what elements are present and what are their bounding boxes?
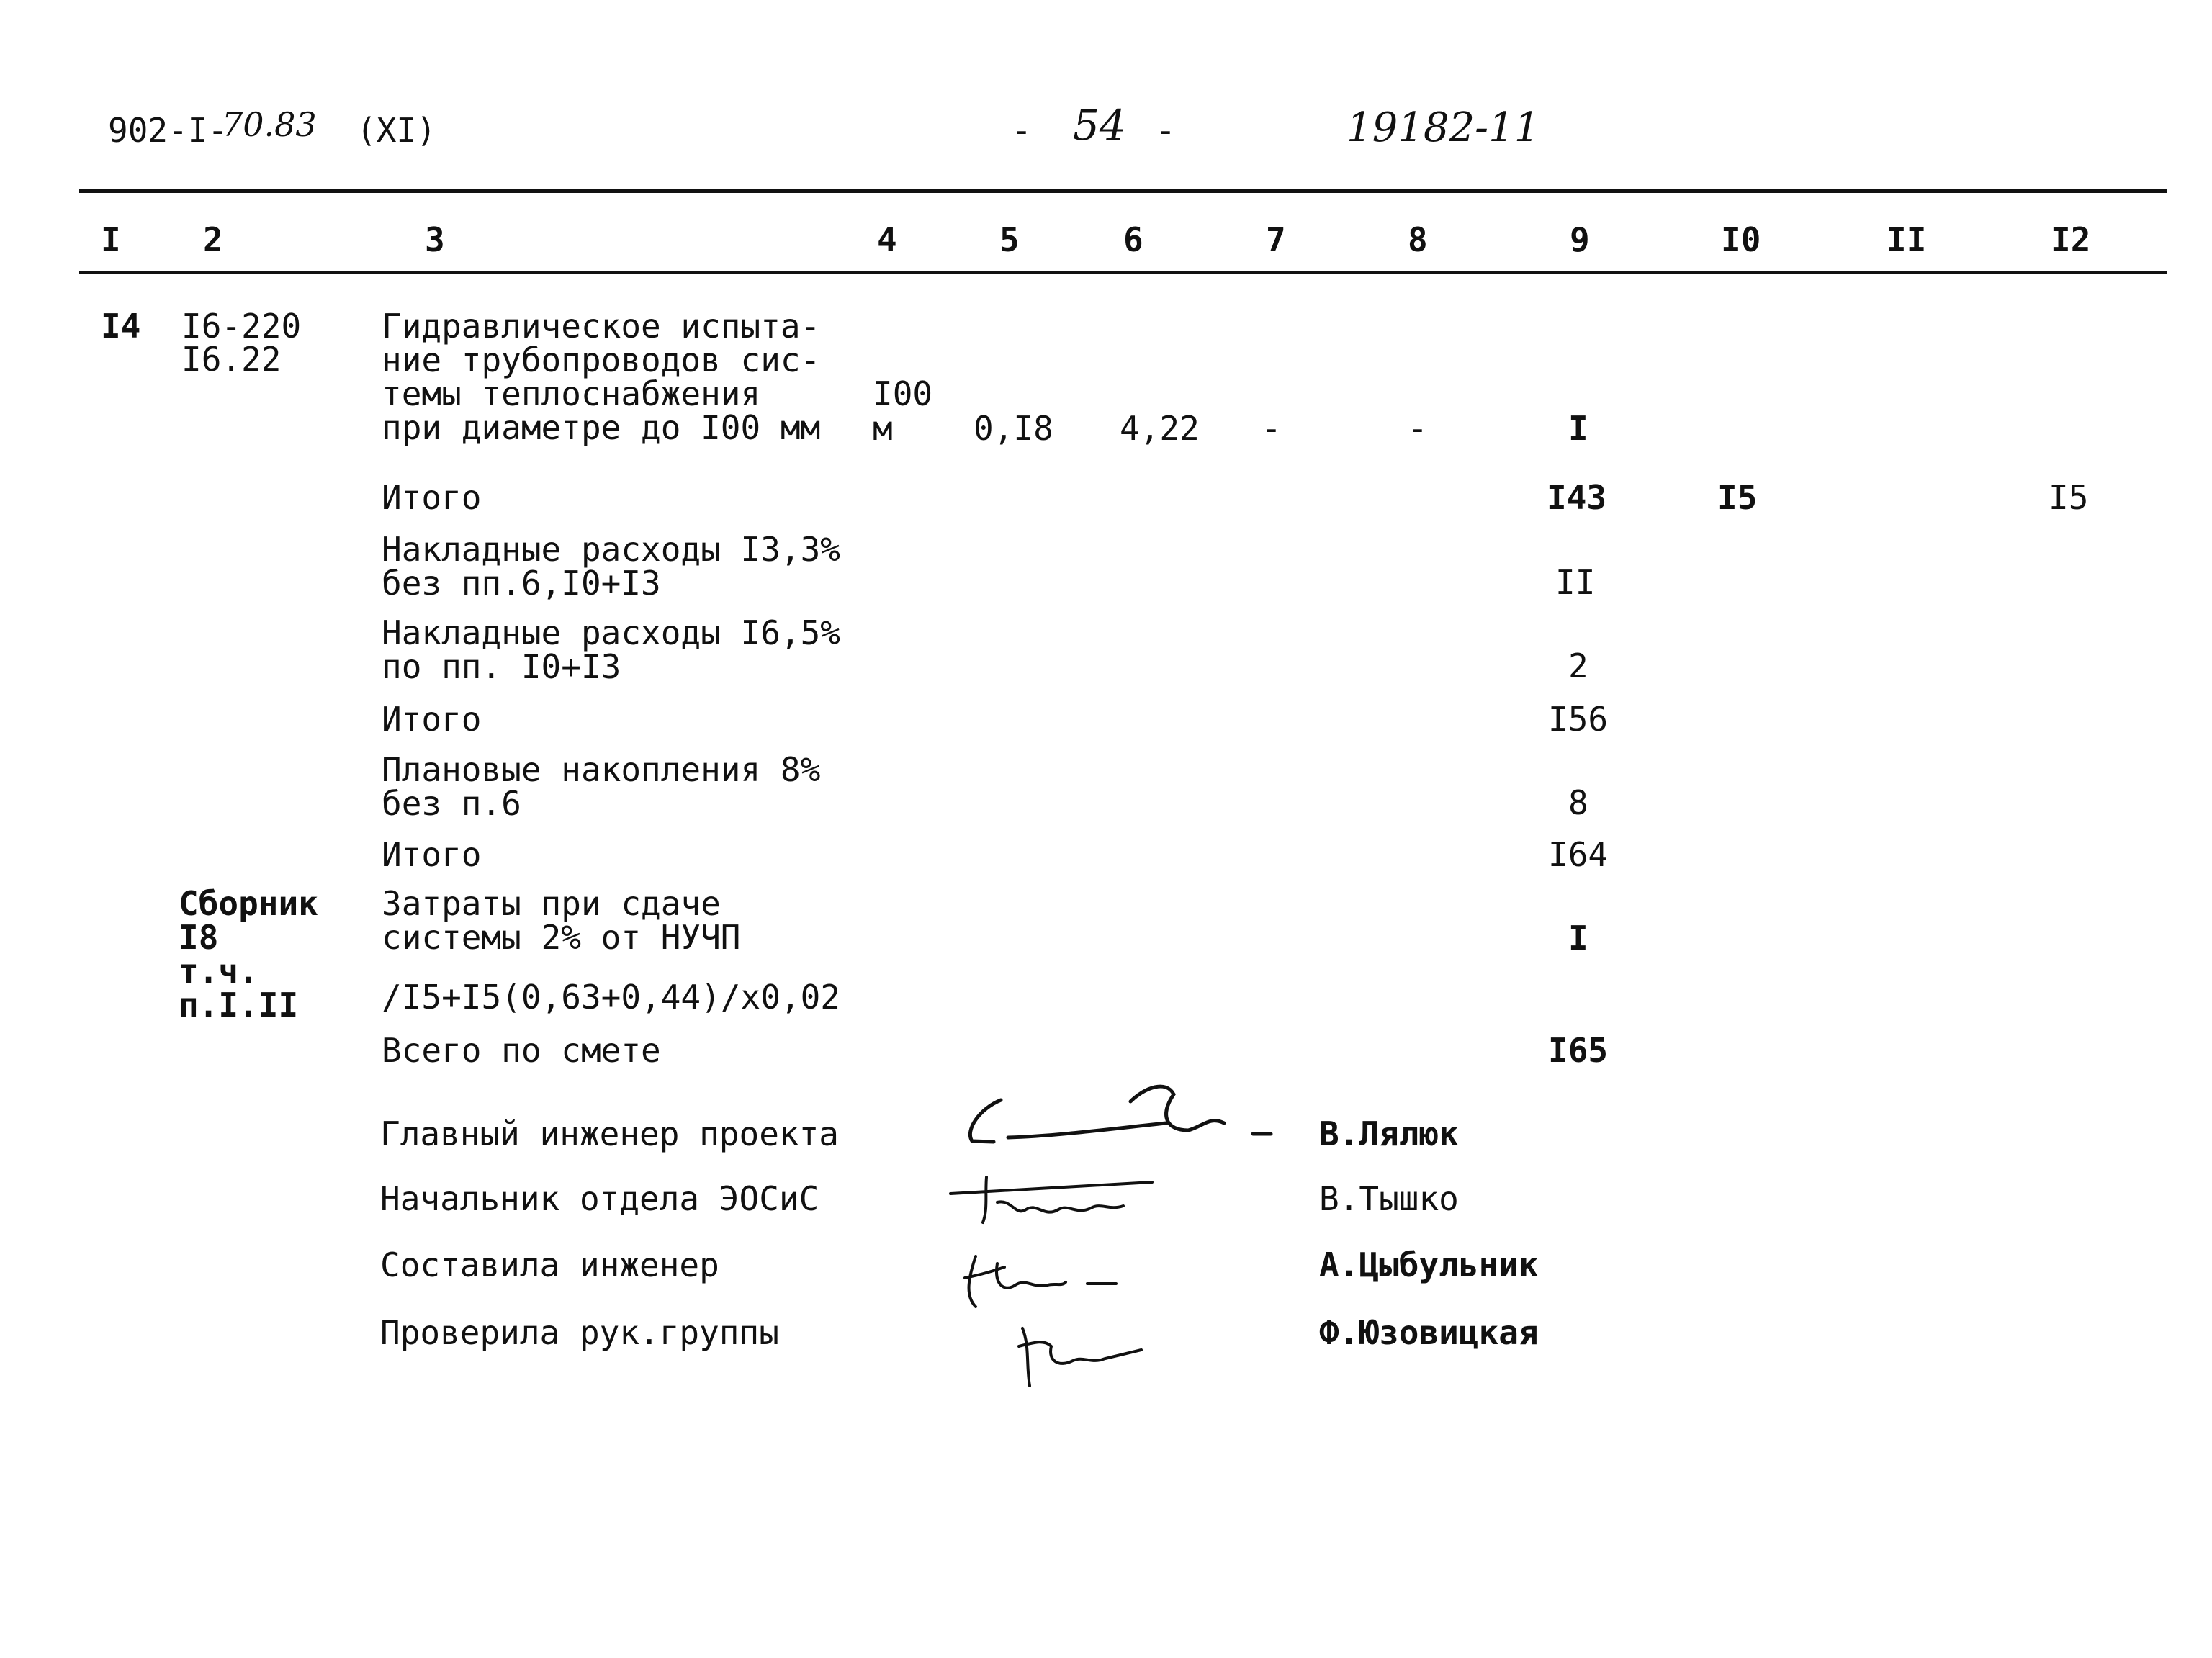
page-dash-right: - xyxy=(1156,111,1176,150)
row-col7: - xyxy=(1262,409,1282,448)
signature-name: Ф.Юзовицкая xyxy=(1319,1313,1539,1352)
summary-label: Затраты при сдаче системы 2% от НУЧП xyxy=(382,884,741,957)
column-header: 5 xyxy=(999,220,1020,259)
summary-col9: 2 xyxy=(1568,646,1588,685)
table-header-rule xyxy=(79,271,2167,274)
summary-formula: /I5+I5(0,63+0,44)/x0,02 xyxy=(382,978,840,1017)
row-col8: - xyxy=(1408,409,1428,448)
signature-name: В.Тышко xyxy=(1319,1179,1459,1218)
column-header: I2 xyxy=(2051,220,2091,259)
signature-scribble-author xyxy=(954,1235,1127,1314)
summary-label: Итого xyxy=(382,478,482,517)
page-dash-left: - xyxy=(1012,111,1032,150)
signature-role: Главный инженер проекта xyxy=(380,1114,839,1153)
signature-scribble-head xyxy=(943,1166,1166,1231)
summary-col9: I56 xyxy=(1548,700,1609,739)
column-header: 9 xyxy=(1570,220,1590,259)
column-header: 3 xyxy=(425,220,445,259)
column-header: 8 xyxy=(1408,220,1428,259)
summary-col9: I43 xyxy=(1547,478,1607,517)
summary-col12: I5 xyxy=(2049,478,2089,517)
ref-number: 19182-11 xyxy=(1346,104,1540,151)
doc-code-handwritten: 70.83 xyxy=(222,105,317,144)
signature-role: Составила инженер xyxy=(380,1245,719,1284)
column-header: I xyxy=(101,220,121,259)
column-header: 6 xyxy=(1123,220,1143,259)
signature-name: В.Лялюк xyxy=(1319,1114,1459,1153)
summary-label: Плановые накопления 8% без п.6 xyxy=(382,750,821,823)
signature-scribble-checker xyxy=(1008,1307,1152,1393)
page-number: 54 xyxy=(1073,101,1126,150)
signature-role: Проверила рук.группы xyxy=(380,1313,779,1352)
summary-col9: I65 xyxy=(1548,1031,1609,1070)
summary-col9: 8 xyxy=(1568,783,1588,822)
summary-label: Накладные расходы I6,5% по пп. I0+I3 xyxy=(382,613,840,686)
summary-label: Накладные расходы I3,3% без пп.6,I0+I3 xyxy=(382,530,840,603)
row-unit-qty: I00 xyxy=(873,374,933,413)
row-number: I4 xyxy=(101,307,141,346)
summary-col9: I xyxy=(1568,919,1588,958)
column-header: 4 xyxy=(877,220,897,259)
summary-label: Итого xyxy=(382,700,482,739)
column-header: II xyxy=(1887,220,1927,259)
column-header: I0 xyxy=(1721,220,1761,259)
source-reference: Сборник I8 т.ч. п.I.II xyxy=(179,884,318,1024)
row-col9: I xyxy=(1568,409,1588,448)
summary-col9: II xyxy=(1555,563,1596,602)
summary-label: Итого xyxy=(382,835,482,874)
signature-name: А.Цыбульник xyxy=(1319,1245,1539,1284)
row-unit: м xyxy=(873,409,893,448)
summary-label: Всего по смете xyxy=(382,1031,661,1070)
row-code-2: I6.22 xyxy=(181,340,282,379)
row-description: Гидравлическое испыта- ние трубопроводов сис- темы теплоснабжения при диаметре до I00 мм xyxy=(382,307,821,447)
row-col6: 4,22 xyxy=(1120,409,1200,448)
column-header: 7 xyxy=(1266,220,1286,259)
signature-scribble-chief xyxy=(950,1058,1289,1152)
column-header: 2 xyxy=(203,220,223,259)
table-top-rule xyxy=(79,189,2167,193)
row-col5: 0,I8 xyxy=(974,409,1053,448)
row-code-1: I6-220 xyxy=(181,307,302,346)
doc-code: 902-I- xyxy=(108,111,228,150)
doc-part: (XI) xyxy=(356,111,436,150)
summary-col9: I64 xyxy=(1548,835,1609,874)
summary-col10: I5 xyxy=(1717,478,1758,517)
signature-role: Начальник отдела ЭОСиС xyxy=(380,1179,819,1218)
